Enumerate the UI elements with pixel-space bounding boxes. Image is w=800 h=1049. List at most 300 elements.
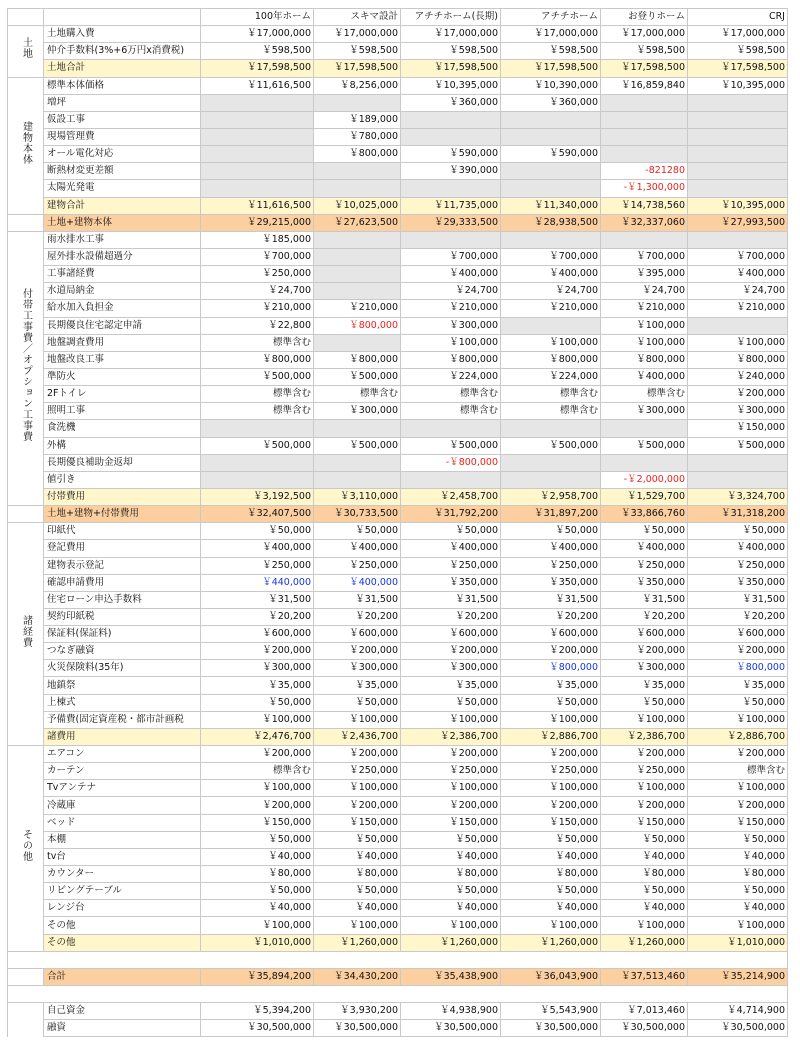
value-cell[interactable]: ￥11,340,000 [501, 197, 601, 214]
value-cell[interactable] [314, 283, 401, 300]
row-label[interactable]: Tvアンテナ [44, 780, 201, 797]
value-cell[interactable]: ￥100,000 [601, 317, 688, 334]
value-cell[interactable]: ￥200,000 [501, 746, 601, 763]
row-label[interactable]: 外構 [44, 437, 201, 454]
header-label-cell[interactable] [44, 9, 201, 26]
value-cell[interactable]: ￥17,000,000 [688, 26, 788, 43]
section-category[interactable] [8, 214, 44, 231]
value-cell[interactable]: ￥3,192,500 [201, 488, 314, 505]
value-cell[interactable]: ￥100,000 [688, 711, 788, 728]
value-cell[interactable]: ￥210,000 [688, 300, 788, 317]
value-cell[interactable]: ￥40,000 [601, 848, 688, 865]
value-cell[interactable]: ￥40,000 [201, 900, 314, 917]
value-cell[interactable]: ￥300,000 [401, 317, 501, 334]
value-cell[interactable] [201, 471, 314, 488]
value-cell[interactable] [688, 471, 788, 488]
section-category[interactable] [8, 26, 44, 77]
value-cell[interactable]: ￥700,000 [201, 248, 314, 265]
value-cell[interactable]: ￥598,500 [501, 43, 601, 60]
value-cell[interactable]: ￥300,000 [601, 660, 688, 677]
value-cell[interactable]: ￥185,000 [201, 231, 314, 248]
row-label[interactable]: つなぎ融資 [44, 643, 201, 660]
row-label[interactable]: tv台 [44, 848, 201, 865]
row-label[interactable]: 予備費(固定資産税・都市計画税 [44, 711, 201, 728]
value-cell[interactable]: ￥150,000 [688, 814, 788, 831]
value-cell[interactable]: -￥1,300,000 [601, 180, 688, 197]
value-cell[interactable]: ￥700,000 [401, 248, 501, 265]
row-label[interactable]: 値引き [44, 471, 201, 488]
value-cell[interactable]: ￥250,000 [501, 763, 601, 780]
value-cell[interactable]: ￥800,000 [401, 351, 501, 368]
value-cell[interactable]: ￥17,000,000 [201, 26, 314, 43]
value-cell[interactable] [688, 180, 788, 197]
section-category[interactable] [8, 746, 44, 952]
value-cell[interactable]: ￥100,000 [501, 780, 601, 797]
value-cell[interactable]: ￥300,000 [314, 403, 401, 420]
value-cell[interactable] [314, 334, 401, 351]
row-label[interactable]: ベッド [44, 814, 201, 831]
value-cell[interactable]: ￥100,000 [314, 917, 401, 934]
value-cell[interactable]: ￥500,000 [314, 368, 401, 385]
value-cell[interactable]: ￥200,000 [314, 746, 401, 763]
value-cell[interactable]: ￥200,000 [201, 797, 314, 814]
value-cell[interactable]: ￥200,000 [688, 386, 788, 403]
value-cell[interactable]: ￥210,000 [401, 300, 501, 317]
value-cell[interactable]: ￥400,000 [688, 540, 788, 557]
value-cell[interactable]: ￥100,000 [501, 917, 601, 934]
company-header[interactable]: お登りホーム [601, 9, 688, 26]
section-category[interactable] [8, 231, 44, 505]
value-cell[interactable]: ￥395,000 [601, 266, 688, 283]
value-cell[interactable]: ￥50,000 [501, 831, 601, 848]
row-label[interactable]: 工事諸経費 [44, 266, 201, 283]
row-label[interactable]: 2Fトイレ [44, 386, 201, 403]
value-cell[interactable]: ￥598,500 [201, 43, 314, 60]
value-cell[interactable]: ￥200,000 [201, 643, 314, 660]
row-label[interactable]: 地鎮祭 [44, 677, 201, 694]
value-cell[interactable]: ￥20,200 [601, 608, 688, 625]
value-cell[interactable]: ￥7,013,460 [601, 1003, 688, 1020]
value-cell[interactable]: ￥100,000 [688, 334, 788, 351]
value-cell[interactable]: ￥500,000 [201, 368, 314, 385]
value-cell[interactable]: ￥100,000 [201, 780, 314, 797]
value-cell[interactable]: ￥30,733,500 [314, 506, 401, 523]
value-cell[interactable]: ￥24,700 [601, 283, 688, 300]
value-cell[interactable]: ￥50,000 [314, 883, 401, 900]
row-label[interactable]: 仲介手数料(3%+6万円x消費税) [44, 43, 201, 60]
value-cell[interactable]: ￥2,886,700 [501, 728, 601, 745]
value-cell[interactable]: ￥3,930,200 [314, 1003, 401, 1020]
value-cell[interactable]: ￥10,395,000 [401, 77, 501, 94]
value-cell[interactable]: ￥17,598,500 [201, 60, 314, 77]
value-cell[interactable] [401, 420, 501, 437]
value-cell[interactable]: ￥28,938,500 [501, 214, 601, 231]
value-cell[interactable]: ￥200,000 [688, 746, 788, 763]
value-cell[interactable]: -￥2,000,000 [601, 471, 688, 488]
value-cell[interactable] [688, 454, 788, 471]
value-cell[interactable] [314, 454, 401, 471]
value-cell[interactable]: ￥240,000 [688, 368, 788, 385]
value-cell[interactable]: ￥17,598,500 [314, 60, 401, 77]
value-cell[interactable]: ￥210,000 [601, 300, 688, 317]
corner-cell[interactable] [8, 9, 44, 26]
value-cell[interactable]: ￥598,500 [688, 43, 788, 60]
value-cell[interactable] [314, 420, 401, 437]
value-cell[interactable]: ￥500,000 [601, 437, 688, 454]
value-cell[interactable]: ￥30,500,000 [501, 1020, 601, 1037]
value-cell[interactable]: ￥50,000 [501, 883, 601, 900]
row-label[interactable]: 断熱材変更差額 [44, 163, 201, 180]
value-cell[interactable]: ￥50,000 [314, 831, 401, 848]
value-cell[interactable] [501, 420, 601, 437]
row-label[interactable]: 食洗機 [44, 420, 201, 437]
value-cell[interactable]: ￥600,000 [501, 626, 601, 643]
value-cell[interactable] [501, 128, 601, 145]
value-cell[interactable] [688, 94, 788, 111]
value-cell[interactable]: ￥40,000 [314, 848, 401, 865]
value-cell[interactable]: ￥40,000 [501, 900, 601, 917]
value-cell[interactable]: ￥200,000 [601, 643, 688, 660]
row-label[interactable]: レンジ台 [44, 900, 201, 917]
value-cell[interactable]: ￥100,000 [601, 334, 688, 351]
value-cell[interactable] [201, 180, 314, 197]
row-label[interactable]: 自己資金 [44, 1003, 201, 1020]
value-cell[interactable]: ￥35,000 [201, 677, 314, 694]
row-label[interactable]: 印紙代 [44, 523, 201, 540]
value-cell[interactable]: ￥20,200 [314, 608, 401, 625]
value-cell[interactable]: ￥100,000 [201, 917, 314, 934]
value-cell[interactable]: ￥8,256,000 [314, 77, 401, 94]
value-cell[interactable]: ￥14,738,560 [601, 197, 688, 214]
value-cell[interactable] [601, 128, 688, 145]
value-cell[interactable]: ￥800,000 [688, 351, 788, 368]
value-cell[interactable]: ￥35,000 [688, 677, 788, 694]
value-cell[interactable]: ￥5,543,900 [501, 1003, 601, 1020]
value-cell[interactable] [314, 471, 401, 488]
value-cell[interactable]: ￥50,000 [501, 694, 601, 711]
value-cell[interactable] [601, 111, 688, 128]
value-cell[interactable]: 標準含む [501, 386, 601, 403]
value-cell[interactable]: ￥200,000 [601, 746, 688, 763]
row-label[interactable]: 地盤調査費用 [44, 334, 201, 351]
value-cell[interactable]: ￥224,000 [501, 368, 601, 385]
row-label[interactable]: カウンター [44, 866, 201, 883]
value-cell[interactable]: ￥590,000 [501, 146, 601, 163]
value-cell[interactable]: 標準含む [401, 386, 501, 403]
value-cell[interactable]: ￥250,000 [201, 266, 314, 283]
value-cell[interactable]: ￥31,500 [601, 591, 688, 608]
value-cell[interactable]: 標準含む [314, 386, 401, 403]
value-cell[interactable]: ￥400,000 [688, 266, 788, 283]
value-cell[interactable]: ￥200,000 [314, 643, 401, 660]
value-cell[interactable]: ￥50,000 [314, 694, 401, 711]
value-cell[interactable]: ￥80,000 [501, 866, 601, 883]
value-cell[interactable]: ￥29,333,500 [401, 214, 501, 231]
value-cell[interactable]: 標準含む [401, 403, 501, 420]
row-label[interactable]: カーテン [44, 763, 201, 780]
value-cell[interactable]: 標準含む [501, 403, 601, 420]
value-cell[interactable]: ￥150,000 [201, 814, 314, 831]
value-cell[interactable]: ￥400,000 [501, 266, 601, 283]
value-cell[interactable]: ￥600,000 [601, 626, 688, 643]
value-cell[interactable]: ￥4,714,900 [688, 1003, 788, 1020]
value-cell[interactable] [314, 180, 401, 197]
value-cell[interactable]: ￥50,000 [401, 883, 501, 900]
row-label[interactable]: 建物合計 [44, 197, 201, 214]
value-cell[interactable]: ￥200,000 [314, 797, 401, 814]
value-cell[interactable] [688, 163, 788, 180]
value-cell[interactable]: ￥17,598,500 [601, 60, 688, 77]
value-cell[interactable]: ￥500,000 [201, 437, 314, 454]
value-cell[interactable]: ￥35,000 [601, 677, 688, 694]
value-cell[interactable]: ￥50,000 [688, 883, 788, 900]
row-label[interactable]: 土地+建物+付帯費用 [44, 506, 201, 523]
row-label[interactable]: 現場管理費 [44, 128, 201, 145]
row-label[interactable]: 確認申請費用 [44, 574, 201, 591]
value-cell[interactable]: ￥800,000 [314, 351, 401, 368]
value-cell[interactable]: ￥80,000 [201, 866, 314, 883]
row-label[interactable]: 太陽光発電 [44, 180, 201, 197]
value-cell[interactable]: ￥27,993,500 [688, 214, 788, 231]
value-cell[interactable]: ￥250,000 [314, 763, 401, 780]
value-cell[interactable]: ￥200,000 [688, 643, 788, 660]
value-cell[interactable]: ￥150,000 [314, 814, 401, 831]
value-cell[interactable]: ￥1,260,000 [401, 934, 501, 951]
value-cell[interactable]: ￥350,000 [401, 574, 501, 591]
value-cell[interactable] [501, 471, 601, 488]
value-cell[interactable]: ￥2,958,700 [501, 488, 601, 505]
value-cell[interactable]: ￥37,513,460 [601, 968, 688, 985]
value-cell[interactable]: ￥250,000 [601, 557, 688, 574]
value-cell[interactable]: ￥2,386,700 [401, 728, 501, 745]
value-cell[interactable]: ￥50,000 [601, 694, 688, 711]
value-cell[interactable]: ￥40,000 [401, 900, 501, 917]
value-cell[interactable]: ￥210,000 [201, 300, 314, 317]
value-cell[interactable]: ￥35,894,200 [201, 968, 314, 985]
value-cell[interactable]: ￥440,000 [201, 574, 314, 591]
value-cell[interactable]: ￥350,000 [501, 574, 601, 591]
row-label[interactable]: その他 [44, 917, 201, 934]
value-cell[interactable]: ￥30,500,000 [201, 1020, 314, 1037]
value-cell[interactable]: ￥32,337,060 [601, 214, 688, 231]
value-cell[interactable]: ￥360,000 [401, 94, 501, 111]
value-cell[interactable] [688, 317, 788, 334]
value-cell[interactable]: ￥10,025,000 [314, 197, 401, 214]
value-cell[interactable] [501, 454, 601, 471]
value-cell[interactable]: ￥1,260,000 [601, 934, 688, 951]
value-cell[interactable] [401, 111, 501, 128]
value-cell[interactable]: ￥40,000 [401, 848, 501, 865]
value-cell[interactable] [201, 128, 314, 145]
value-cell[interactable]: ￥33,866,760 [601, 506, 688, 523]
value-cell[interactable]: ￥2,476,700 [201, 728, 314, 745]
value-cell[interactable]: ￥10,395,000 [688, 197, 788, 214]
value-cell[interactable]: ￥360,000 [501, 94, 601, 111]
value-cell[interactable]: ￥40,000 [688, 848, 788, 865]
value-cell[interactable]: ￥400,000 [401, 266, 501, 283]
row-label[interactable]: 火災保険料(35年) [44, 660, 201, 677]
value-cell[interactable]: ￥50,000 [501, 523, 601, 540]
value-cell[interactable] [201, 454, 314, 471]
value-cell[interactable]: ￥224,000 [401, 368, 501, 385]
row-label[interactable]: 合計 [44, 968, 201, 985]
value-cell[interactable]: ￥100,000 [401, 711, 501, 728]
value-cell[interactable]: ￥16,859,840 [601, 77, 688, 94]
value-cell[interactable]: ￥200,000 [401, 643, 501, 660]
row-label[interactable]: 長期優良補助金返却 [44, 454, 201, 471]
value-cell[interactable]: ￥590,000 [401, 146, 501, 163]
value-cell[interactable]: ￥800,000 [501, 351, 601, 368]
value-cell[interactable]: ￥34,430,200 [314, 968, 401, 985]
value-cell[interactable]: 標準含む [201, 763, 314, 780]
value-cell[interactable]: ￥100,000 [314, 780, 401, 797]
value-cell[interactable]: ￥30,500,000 [401, 1020, 501, 1037]
section-category[interactable] [8, 77, 44, 214]
value-cell[interactable] [688, 231, 788, 248]
value-cell[interactable]: ￥210,000 [501, 300, 601, 317]
value-cell[interactable]: ￥30,500,000 [314, 1020, 401, 1037]
company-header[interactable]: 100年ホーム [201, 9, 314, 26]
value-cell[interactable]: ￥31,500 [501, 591, 601, 608]
value-cell[interactable]: ￥100,000 [201, 711, 314, 728]
value-cell[interactable]: ￥800,000 [201, 351, 314, 368]
section-category[interactable] [8, 523, 44, 746]
value-cell[interactable] [601, 146, 688, 163]
value-cell[interactable]: ￥40,000 [201, 848, 314, 865]
value-cell[interactable]: ￥200,000 [601, 797, 688, 814]
value-cell[interactable]: ￥11,616,500 [201, 197, 314, 214]
value-cell[interactable]: ￥100,000 [688, 917, 788, 934]
value-cell[interactable]: ￥100,000 [401, 334, 501, 351]
value-cell[interactable]: ￥50,000 [688, 831, 788, 848]
value-cell[interactable]: ￥200,000 [501, 797, 601, 814]
row-label[interactable]: 土地+建物本体 [44, 214, 201, 231]
value-cell[interactable] [688, 111, 788, 128]
value-cell[interactable]: ￥400,000 [401, 540, 501, 557]
value-cell[interactable]: ￥50,000 [601, 883, 688, 900]
value-cell[interactable]: ￥100,000 [501, 334, 601, 351]
value-cell[interactable]: ￥22,800 [201, 317, 314, 334]
value-cell[interactable]: ￥598,500 [314, 43, 401, 60]
value-cell[interactable]: ￥800,000 [688, 660, 788, 677]
row-label[interactable]: 上棟式 [44, 694, 201, 711]
value-cell[interactable]: ￥36,043,900 [501, 968, 601, 985]
row-label[interactable]: 給水加入負担金 [44, 300, 201, 317]
value-cell[interactable]: ￥20,200 [201, 608, 314, 625]
value-cell[interactable]: ￥300,000 [314, 660, 401, 677]
row-label[interactable]: 建物表示登記 [44, 557, 201, 574]
value-cell[interactable]: ￥50,000 [401, 523, 501, 540]
value-cell[interactable]: -￥800,000 [401, 454, 501, 471]
value-cell[interactable]: ￥40,000 [314, 900, 401, 917]
value-cell[interactable] [501, 163, 601, 180]
row-label[interactable]: 仮設工事 [44, 111, 201, 128]
value-cell[interactable]: ￥2,458,700 [401, 488, 501, 505]
row-label[interactable]: 準防火 [44, 368, 201, 385]
value-cell[interactable]: ￥150,000 [401, 814, 501, 831]
value-cell[interactable]: ￥17,000,000 [401, 26, 501, 43]
value-cell[interactable]: ￥3,110,000 [314, 488, 401, 505]
value-cell[interactable]: ￥400,000 [201, 540, 314, 557]
value-cell[interactable]: ￥800,000 [314, 146, 401, 163]
value-cell[interactable]: ￥600,000 [688, 626, 788, 643]
value-cell[interactable]: ￥1,260,000 [501, 934, 601, 951]
row-label[interactable]: 土地購入費 [44, 26, 201, 43]
value-cell[interactable]: ￥1,529,700 [601, 488, 688, 505]
value-cell[interactable]: ￥150,000 [501, 814, 601, 831]
value-cell[interactable]: ￥1,010,000 [688, 934, 788, 951]
value-cell[interactable]: ￥24,700 [201, 283, 314, 300]
value-cell[interactable]: ￥24,700 [401, 283, 501, 300]
value-cell[interactable]: ￥35,000 [314, 677, 401, 694]
value-cell[interactable]: ￥300,000 [688, 403, 788, 420]
value-cell[interactable] [201, 146, 314, 163]
value-cell[interactable]: ￥250,000 [601, 763, 688, 780]
value-cell[interactable]: ￥11,735,000 [401, 197, 501, 214]
value-cell[interactable]: ￥100,000 [601, 917, 688, 934]
value-cell[interactable] [601, 231, 688, 248]
row-label[interactable]: 冷蔵庫 [44, 797, 201, 814]
value-cell[interactable]: ￥400,000 [601, 540, 688, 557]
row-label[interactable]: 長期優良住宅認定申請 [44, 317, 201, 334]
value-cell[interactable]: ￥5,394,200 [201, 1003, 314, 1020]
value-cell[interactable]: ￥80,000 [601, 866, 688, 883]
value-cell[interactable]: ￥200,000 [401, 746, 501, 763]
value-cell[interactable]: ￥80,000 [688, 866, 788, 883]
value-cell[interactable] [201, 163, 314, 180]
value-cell[interactable]: ￥20,200 [401, 608, 501, 625]
value-cell[interactable] [688, 146, 788, 163]
value-cell[interactable]: ￥80,000 [314, 866, 401, 883]
row-label[interactable]: 融資 [44, 1020, 201, 1037]
value-cell[interactable]: ￥32,407,500 [201, 506, 314, 523]
value-cell[interactable]: ￥50,000 [601, 831, 688, 848]
value-cell[interactable]: ￥1,010,000 [201, 934, 314, 951]
value-cell[interactable]: ￥27,623,500 [314, 214, 401, 231]
value-cell[interactable] [501, 231, 601, 248]
value-cell[interactable]: ￥350,000 [601, 574, 688, 591]
value-cell[interactable]: ￥250,000 [401, 763, 501, 780]
value-cell[interactable]: ￥17,598,500 [688, 60, 788, 77]
value-cell[interactable]: ￥100,000 [314, 711, 401, 728]
value-cell[interactable]: ￥10,390,000 [501, 77, 601, 94]
value-cell[interactable]: ￥250,000 [401, 557, 501, 574]
value-cell[interactable]: 標準含む [201, 386, 314, 403]
value-cell[interactable]: ￥31,318,200 [688, 506, 788, 523]
value-cell[interactable]: ￥20,200 [501, 608, 601, 625]
value-cell[interactable]: ￥50,000 [601, 523, 688, 540]
value-cell[interactable] [401, 231, 501, 248]
value-cell[interactable] [314, 248, 401, 265]
value-cell[interactable]: ￥250,000 [314, 557, 401, 574]
value-cell[interactable]: ￥200,000 [688, 797, 788, 814]
value-cell[interactable]: ￥50,000 [401, 831, 501, 848]
value-cell[interactable]: 標準含む [201, 403, 314, 420]
value-cell[interactable]: ￥35,000 [401, 677, 501, 694]
row-label[interactable]: 諸費用 [44, 728, 201, 745]
value-cell[interactable]: ￥17,000,000 [314, 26, 401, 43]
value-cell[interactable]: ￥31,500 [688, 591, 788, 608]
value-cell[interactable]: ￥210,000 [314, 300, 401, 317]
value-cell[interactable]: ￥400,000 [314, 574, 401, 591]
row-label[interactable]: 水道局納金 [44, 283, 201, 300]
value-cell[interactable]: ￥390,000 [401, 163, 501, 180]
value-cell[interactable]: ￥31,897,200 [501, 506, 601, 523]
value-cell[interactable]: ￥40,000 [688, 900, 788, 917]
value-cell[interactable]: ￥200,000 [201, 746, 314, 763]
value-cell[interactable]: ￥150,000 [688, 420, 788, 437]
value-cell[interactable]: ￥800,000 [501, 660, 601, 677]
